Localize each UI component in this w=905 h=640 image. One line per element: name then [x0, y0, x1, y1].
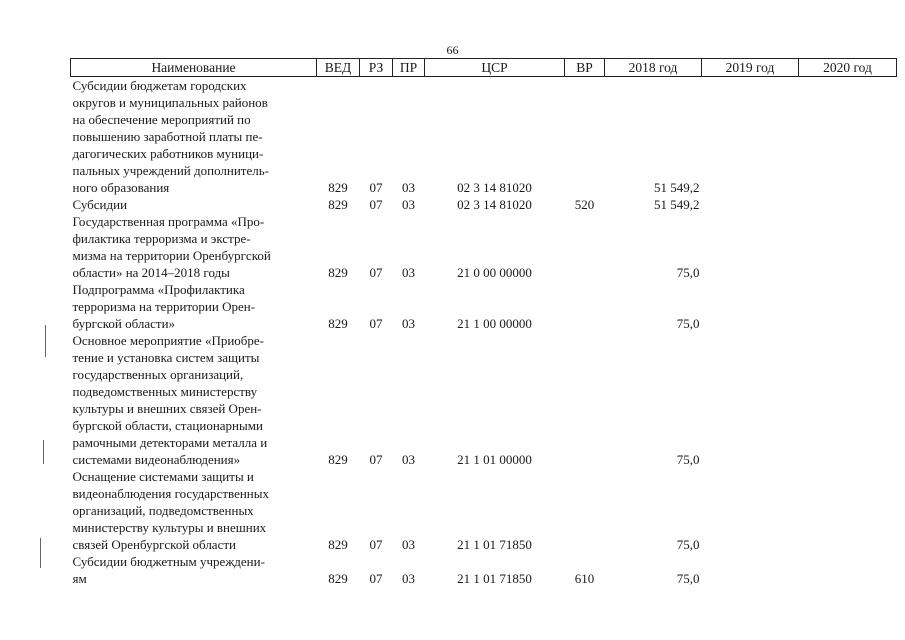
cell-name-line: государственных организаций, [72, 367, 244, 382]
cell-2019 [702, 196, 799, 213]
margin-scan-mark [45, 325, 46, 357]
cell-name-line: Оснащение системами защиты и [72, 469, 254, 484]
cell-name-line: терроризма на территории Орен- [72, 299, 256, 314]
cell-vr [565, 332, 605, 468]
cell-vr [565, 468, 605, 553]
cell-2018: 75,0 [676, 316, 700, 331]
table-row [71, 468, 897, 553]
cell-rz: 07 [369, 452, 383, 467]
cell-name-line: Подпрограмма «Профилактика [72, 282, 245, 297]
cell-2018: 75,0 [676, 452, 700, 467]
cell-rz: 07 [369, 316, 383, 331]
header-pr: ПР [393, 59, 425, 77]
cell-pr: 03 [402, 265, 415, 280]
cell-name-line: Субсидии бюджетам городских [72, 78, 247, 93]
cell-pr: 03 [402, 197, 415, 212]
cell-name-line: связей Оренбургской области [72, 537, 236, 552]
table-row [71, 77, 897, 197]
table-body [71, 77, 897, 588]
cell-2019 [702, 213, 799, 281]
cell-name [71, 553, 317, 587]
cell-pr: 03 [402, 571, 415, 586]
table-row [71, 213, 897, 281]
cell-pr: 03 [402, 452, 415, 467]
header-2020: 2020 год [799, 59, 897, 77]
cell-pr: 03 [402, 537, 415, 552]
cell-name [71, 77, 317, 197]
cell-name [71, 468, 317, 553]
cell-2018: 75,0 [676, 265, 700, 280]
cell-name-line: ного образования [72, 180, 170, 195]
table-row [71, 332, 897, 468]
cell-rz: 07 [369, 180, 383, 195]
cell-vr [565, 77, 605, 197]
cell-name [71, 213, 317, 281]
cell-name-line: рамочными детекторами металла и [72, 435, 268, 450]
cell-name-line: Субсидии бюджетным учреждени- [72, 554, 265, 569]
margin-scan-mark [43, 440, 44, 464]
cell-2018: 75,0 [676, 537, 700, 552]
cell-name-line: министерству культуры и внешних [72, 520, 267, 535]
page-number: 66 [446, 43, 459, 57]
cell-2020 [799, 213, 897, 281]
header-2018: 2018 год [605, 59, 702, 77]
cell-name-line: видеонаблюдения государственных [72, 486, 269, 501]
cell-ved: 829 [328, 197, 348, 212]
cell-name-line: системами видеонаблюдения» [72, 452, 241, 467]
cell-rz: 07 [369, 197, 383, 212]
cell-name-line: Основное мероприятие «Приобре- [72, 333, 264, 348]
cell-2020 [799, 553, 897, 587]
cell-name-line: бургской области» [72, 316, 176, 331]
cell-vr [565, 213, 605, 281]
cell-vr [565, 281, 605, 332]
cell-name-line: Субсидии [72, 197, 128, 212]
cell-name [71, 281, 317, 332]
cell-rz: 07 [369, 537, 383, 552]
cell-2020 [799, 77, 897, 197]
cell-2020 [799, 468, 897, 553]
cell-name-line: организаций, подведомственных [72, 503, 254, 518]
cell-2020 [799, 196, 897, 213]
cell-name-line: подведомственных министерству [72, 384, 258, 399]
cell-name-line: округов и муниципальных районов [72, 95, 268, 110]
cell-name-line: области» на 2014–2018 годы [72, 265, 230, 280]
header-ved: ВЕД [317, 59, 360, 77]
cell-2018: 75,0 [676, 571, 700, 586]
cell-csr: 02 3 14 81020 [457, 180, 532, 195]
cell-2020 [799, 281, 897, 332]
header-rz: РЗ [360, 59, 393, 77]
cell-rz: 07 [369, 265, 383, 280]
cell-2019 [702, 332, 799, 468]
cell-2019 [702, 468, 799, 553]
table-header-row [71, 59, 897, 77]
cell-2018: 51 549,2 [654, 197, 700, 212]
cell-name-line: дагогических работников муници- [72, 146, 264, 161]
cell-name-line: пальных учреждений дополнитель- [72, 163, 269, 178]
cell-name-line: тение и установка систем защиты [72, 350, 260, 365]
cell-name-line: бургской области, стационарными [72, 418, 263, 433]
header-vr: ВР [565, 59, 605, 77]
cell-2019 [702, 77, 799, 197]
cell-name-line: ям [72, 571, 87, 586]
table-row [71, 281, 897, 332]
cell-2019 [702, 553, 799, 587]
cell-2018: 51 549,2 [654, 180, 700, 195]
cell-ved: 829 [328, 180, 348, 195]
cell-vr: 610 [574, 571, 595, 586]
budget-table [70, 58, 897, 587]
cell-vr: 520 [574, 197, 595, 212]
header-2019: 2019 год [702, 59, 799, 77]
cell-ved: 829 [328, 537, 348, 552]
cell-csr: 21 1 00 00000 [457, 316, 532, 331]
cell-name-line: филактика терроризма и экстре- [72, 231, 251, 246]
header-name: Наименование [71, 59, 317, 77]
cell-pr: 03 [402, 180, 415, 195]
cell-pr: 03 [402, 316, 415, 331]
cell-csr: 02 3 14 81020 [457, 197, 532, 212]
cell-ved: 829 [328, 452, 348, 467]
cell-ved: 829 [328, 316, 348, 331]
cell-csr: 21 1 01 71850 [457, 571, 532, 586]
cell-name-line: повышению заработной платы пе- [72, 129, 263, 144]
table-row [71, 196, 897, 213]
cell-ved: 829 [328, 265, 348, 280]
cell-name [71, 196, 317, 213]
table-row [71, 553, 897, 587]
cell-name-line: культуры и внешних связей Орен- [72, 401, 262, 416]
cell-ved: 829 [328, 571, 348, 586]
cell-rz: 07 [369, 571, 383, 586]
header-csr: ЦСР [425, 59, 565, 77]
cell-name [71, 332, 317, 468]
cell-name-line: Государственная программа «Про- [72, 214, 265, 229]
margin-scan-mark [40, 538, 41, 568]
cell-2020 [799, 332, 897, 468]
cell-name-line: на обеспечение мероприятий по [72, 112, 251, 127]
cell-name-line: мизма на территории Оренбургской [72, 248, 271, 263]
cell-2019 [702, 281, 799, 332]
cell-csr: 21 0 00 00000 [457, 265, 532, 280]
cell-csr: 21 1 01 00000 [457, 452, 532, 467]
cell-csr: 21 1 01 71850 [457, 537, 532, 552]
